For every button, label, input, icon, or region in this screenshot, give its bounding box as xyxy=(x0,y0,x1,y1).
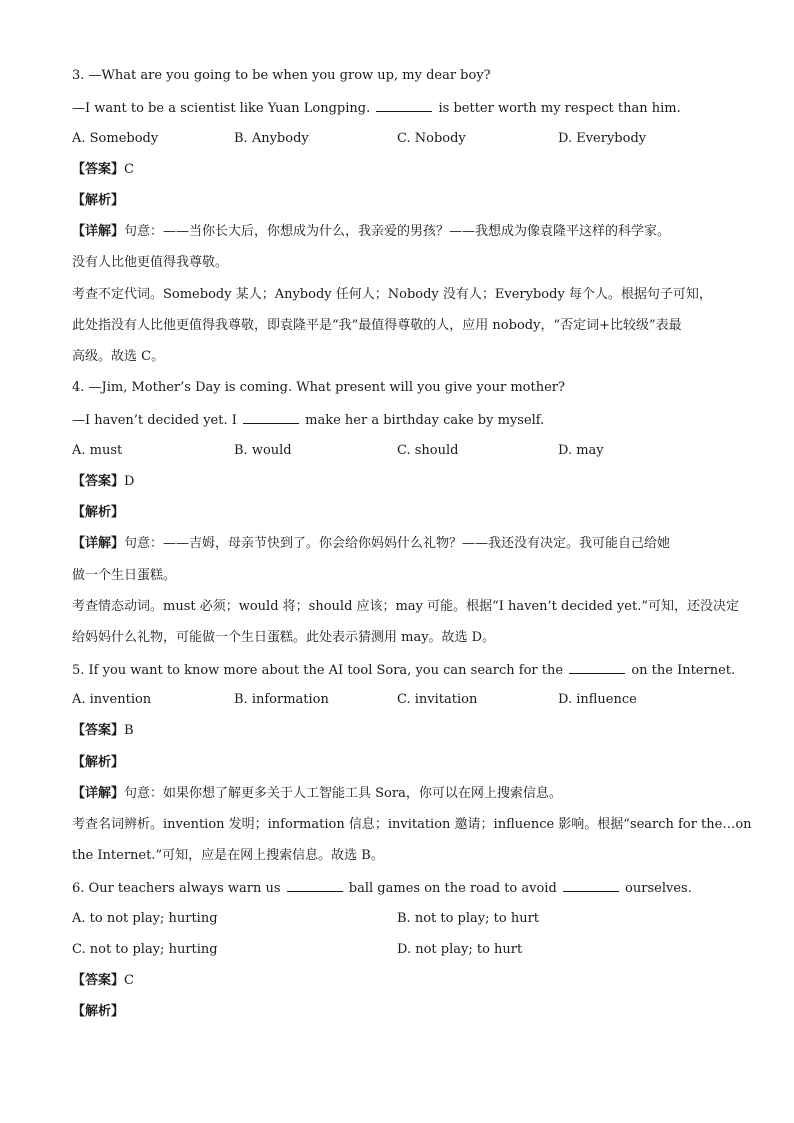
q4-answer xyxy=(72,474,134,490)
answer-tag: 【答案】 xyxy=(72,973,125,988)
q3-option-a: A. Somebody xyxy=(72,131,159,146)
q3-detail-line5: 高级。故选 C。 xyxy=(72,349,165,364)
q5-blank xyxy=(569,661,625,674)
q6-blank-1 xyxy=(287,879,343,892)
q3-option-b: B. Anybody xyxy=(234,131,309,146)
q6-option-d: D. not play; to hurt xyxy=(397,942,523,957)
answer-value: C xyxy=(124,973,134,988)
q5-option-a: A. invention xyxy=(72,692,152,707)
q4-stem-line2 xyxy=(72,411,544,429)
answer-tag: 【答案】 xyxy=(72,474,125,489)
q4-stem-part2: make her a birthday cake by myself. xyxy=(301,413,545,428)
q5-detail-line2: 考查名词辨析。invention 发明；information 信息；invitation 邀请；influence 影响。根据“search for the…on xyxy=(72,817,752,832)
q4-option-a: A. must xyxy=(72,443,123,458)
answer-value: B xyxy=(124,723,134,738)
detail-text: 句意：——吉姆，母亲节快到了。你会给你妈妈什么礼物？——我还没有决定。我可能自己给她 xyxy=(124,536,671,551)
q4-detail-line2: 做一个生日蛋糕。 xyxy=(72,568,177,583)
q4-detail-line1 xyxy=(72,536,670,552)
answer-value: C xyxy=(124,162,134,177)
q3-detail-line4: 此处指没有人比他更值得我尊敬，即袁隆平是“我”最值得尊敬的人，应用 nobody，“否定词+比较级”表最 xyxy=(72,318,682,333)
q4-stem-line1: 4. —Jim, Mother’s Day is coming. What present will you give your mother? xyxy=(72,380,565,395)
q4-analysis-tag: 【解析】 xyxy=(72,505,125,520)
q3-option-c: C. Nobody xyxy=(397,131,466,146)
q4-option-c: C. should xyxy=(397,443,459,458)
detail-tag: 【详解】 xyxy=(72,786,125,801)
detail-text: 句意：如果你想了解更多关于人工智能工具 Sora，你可以在网上搜索信息。 xyxy=(124,786,562,801)
q4-option-d: D. may xyxy=(558,443,604,458)
q4-detail-line4: 给妈妈什么礼物，可能做一个生日蛋糕。此处表示猜测用 may。故选 D。 xyxy=(72,630,496,645)
q5-analysis-tag: 【解析】 xyxy=(72,755,125,770)
q5-detail-line3: the Internet.”可知，应是在网上搜索信息。故选 B。 xyxy=(72,848,384,863)
q5-stem-part1: 5. If you want to know more about the AI tool Sora, you can search for the xyxy=(72,663,568,678)
q6-blank-2 xyxy=(563,879,619,892)
q5-option-b: B. information xyxy=(234,692,329,707)
q6-option-b: B. not to play; to hurt xyxy=(397,911,540,926)
q6-stem-part3: ourselves. xyxy=(620,881,692,896)
detail-tag: 【详解】 xyxy=(72,224,125,239)
answer-tag: 【答案】 xyxy=(72,162,125,177)
q3-stem-part1: —I want to be a scientist like Yuan Longping. xyxy=(72,101,375,116)
q3-analysis-tag: 【解析】 xyxy=(72,193,125,208)
q5-option-d: D. influence xyxy=(558,692,637,707)
q5-stem-line1 xyxy=(72,661,735,679)
detail-tag: 【详解】 xyxy=(72,536,125,551)
q3-stem-line1: 3. —What are you going to be when you grow up, my dear boy? xyxy=(72,68,491,83)
q3-stem-line2 xyxy=(72,99,681,117)
q6-stem-part1: 6. Our teachers always warn us xyxy=(72,881,285,896)
q4-option-b: B. would xyxy=(234,443,292,458)
q3-answer xyxy=(72,162,134,178)
q3-detail-line2: 没有人比他更值得我尊敬。 xyxy=(72,255,229,270)
q3-blank xyxy=(376,99,432,112)
q6-stem-part2: ball games on the road to avoid xyxy=(344,881,561,896)
answer-tag: 【答案】 xyxy=(72,723,125,738)
q5-answer xyxy=(72,723,134,739)
detail-text: 句意：——当你长大后，你想成为什么，我亲爱的男孩？——我想成为像袁隆平这样的科学家。 xyxy=(124,224,671,239)
q6-analysis-tag: 【解析】 xyxy=(72,1004,125,1019)
q3-detail-line3: 考查不定代词。Somebody 某人；Anybody 任何人；Nobody 没有人；Everybody 每个人。根据句子可知， xyxy=(72,287,712,302)
q6-option-a: A. to not play; hurting xyxy=(72,911,218,926)
q3-option-d: D. Everybody xyxy=(558,131,647,146)
q4-blank xyxy=(243,411,299,424)
q4-stem-part1: —I haven’t decided yet. I xyxy=(72,413,242,428)
q4-detail-line3: 考查情态动词。must 必须；would 将；should 应该；may 可能。根据“I haven’t decided yet.”可知，还没决定 xyxy=(72,599,739,614)
q3-stem-part2: is better worth my respect than him. xyxy=(434,101,681,116)
q3-detail-line1 xyxy=(72,224,670,240)
q5-detail-line1 xyxy=(72,786,562,802)
q6-stem-line1 xyxy=(72,879,692,897)
answer-value: D xyxy=(124,474,135,489)
q5-stem-part2: on the Internet. xyxy=(627,663,736,678)
q5-option-c: C. invitation xyxy=(397,692,478,707)
q6-option-c: C. not to play; hurting xyxy=(72,942,218,957)
q6-answer xyxy=(72,973,134,989)
